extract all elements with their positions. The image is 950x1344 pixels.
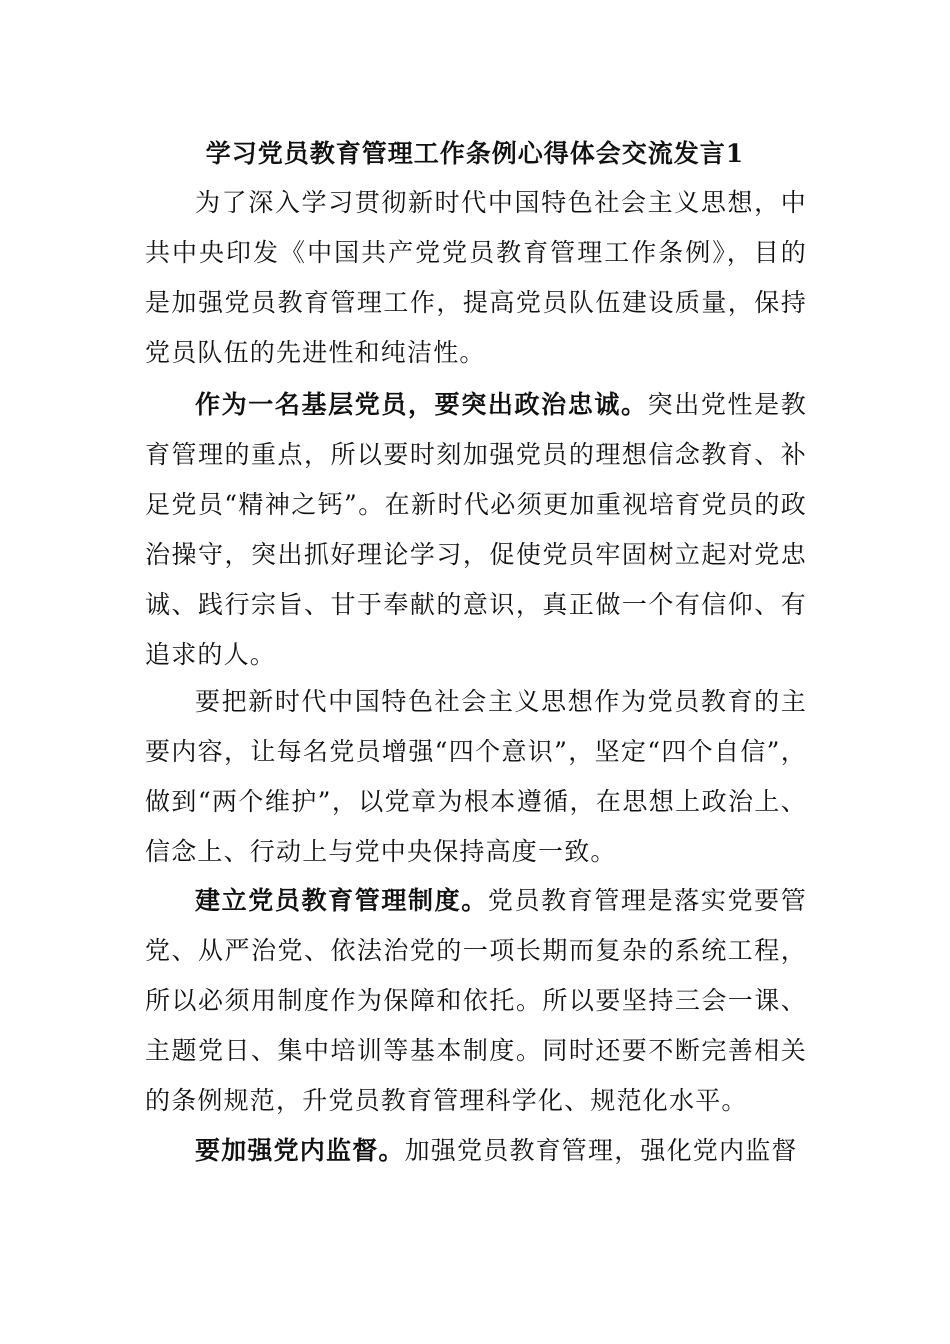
- paragraph-body: 为了深入学习贯彻新时代中国特色社会主义思想，中共中央印发《中国共产党党员教育管理工作条例》，目的是加强党员教育管理工作，提高党员队伍建设质量，保持党员队伍的先进性和纯洁性。: [145, 188, 807, 367]
- document-title: 学习党员教育管理工作条例心得体会交流发言1: [205, 139, 745, 168]
- paragraph-1: [145, 178, 807, 378]
- paragraph-2: [145, 380, 807, 680]
- paragraph-5: [145, 1126, 807, 1176]
- paragraph-body: 要把新时代中国特色社会主义思想作为党员教育的主要内容，让每名党员增强“四个意识”，坚定“四个自信”，做到“两个维护”，以党章为根本遵循，在思想上政治上、信念上、行动上与党中央保持高度一致。: [145, 687, 807, 866]
- paragraph-4: [145, 876, 807, 1126]
- paragraph-body: 党员教育管理是落实党要管党、从严治党、依法治党的一项长期而复杂的系统工程，所以必须用制度作为保障和依托。所以要坚持三会一课、主题党日、集中培训等基本制度。同时还要不断完善相关的条例规范，升党员教育管理科学化、规范化水平。: [145, 886, 808, 1115]
- paragraph-lead: 作为一名基层党员，要突出政治忠诚。: [195, 390, 648, 419]
- paragraph-body: 突出党性是教育管理的重点，所以要时刻加强党员的理想信念教育、补足党员“精神之钙”。在新时代必须更加重视培育党员的政治操守，突出抓好理论学习，促使党员牢固树立起对党忠诚、践行宗旨、甘于奉献的意识，真正做一个有信仰、有追求的人。: [145, 390, 808, 669]
- paragraph-3: [145, 677, 807, 877]
- paragraph-body: 加强党员教育管理，强化党内监督: [404, 1136, 798, 1165]
- paragraph-lead: 要加强党内监督。: [195, 1136, 405, 1165]
- paragraph-lead: 建立党员教育管理制度。: [195, 886, 488, 915]
